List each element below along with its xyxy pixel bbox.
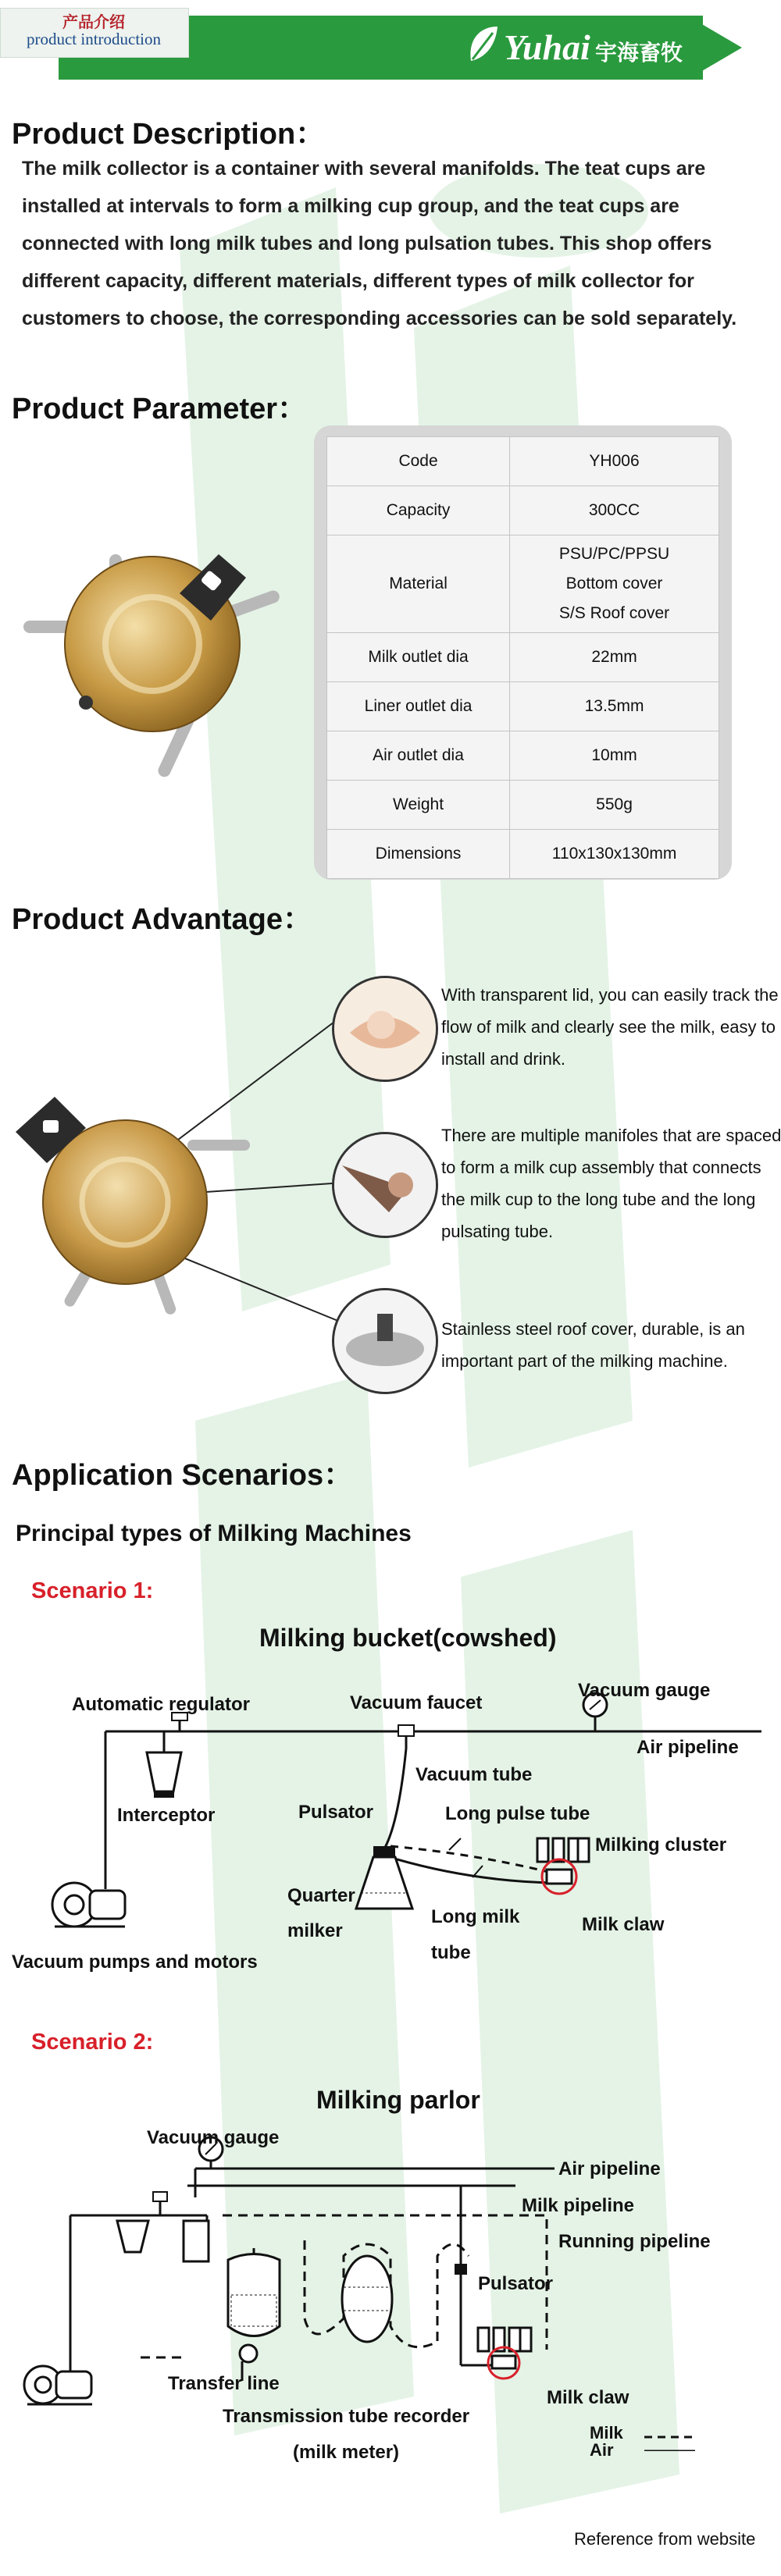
parameter-table-frame [314,425,732,880]
table-row [327,830,719,879]
parameter-title: Product Parameter： [12,393,308,425]
brand-logo-text: Yuhai [504,27,590,67]
leaf-logo-icon [465,23,501,64]
scenario-1-title: Milking bucket(cowshed) [259,1624,557,1652]
label-vacuum-faucet: Vacuum faucet [350,1692,483,1713]
material-line: PSU/PC/PPSU [558,545,670,563]
label-vacuum-gauge: Vacuum gauge [578,1680,711,1701]
param-label: Dimensions [327,830,510,879]
product-intro-cn: 产品介绍 [62,12,125,31]
param-value: 550g [510,781,719,830]
param-value [510,535,719,633]
label-automatic-regulator: Automatic regulator [72,1694,251,1715]
description-title: Product Description： [12,118,326,151]
label-vacuum-gauge-2: Vacuum gauge [147,2127,280,2148]
param-value: YH006 [510,437,719,486]
steel-roof-closeup [332,1288,438,1394]
label-transfer-line: Transfer line [168,2373,280,2394]
scenario-2-label: Scenario 2: [31,2030,154,2055]
brand-logo-cn: 宇海畜牧 [595,40,683,66]
label-long-pulse-tube: Long pulse tube [445,1803,590,1824]
table-row [327,731,719,781]
advantage-text-2: There are multiple manifoles that are spaced to form a milk cup assembly that connects the milk cup to the long tube and the long pulsating tube. [441,1126,781,1241]
label-interceptor: Interceptor [117,1805,216,1826]
param-label: Air outlet dia [327,731,510,781]
header-banner-arrow [687,16,742,80]
param-label: Material [327,535,510,633]
advantage-title: Product Advantage： [12,903,312,936]
param-value: 300CC [510,486,719,535]
table-row [327,486,719,535]
legend-milk: Milk [590,2423,623,2443]
param-label: Capacity [327,486,510,535]
label-running-pipeline: Running pipeline [558,2231,711,2252]
milk-collector-photo [23,539,293,788]
label-milk-meter: (milk meter) [293,2442,400,2463]
table-row [327,633,719,682]
advantage-text-1: With transparent lid, you can easily track the flow of milk and clearly see the milk, easy to install and drink. [441,985,779,1069]
label-air-pipeline-2: Air pipeline [558,2158,661,2179]
table-row [327,682,719,731]
param-value: 22mm [510,633,719,682]
manifold-closeup [332,1132,438,1238]
param-value: 110x130x130mm [510,830,719,879]
product-intro-en: product introduction [26,30,162,48]
table-row [327,437,719,486]
label-pulsator-2: Pulsator [478,2273,554,2294]
param-label: Liner outlet dia [327,682,510,731]
table-row [327,781,719,830]
param-label: Weight [327,781,510,830]
material-line: Bottom cover [565,575,663,592]
label-air-pipeline: Air pipeline [637,1737,739,1758]
param-value: 13.5mm [510,682,719,731]
application-title: Application Scenarios： [12,1459,354,1492]
material-line: S/S Roof cover [558,604,670,622]
label-transmission-tube: Transmission tube recorder [223,2406,470,2427]
label-quarter: Quarter [287,1885,355,1906]
table-row [327,535,719,633]
reference-note: Reference from website [574,2529,756,2549]
label-milker: milker [287,1920,343,1941]
transparent-lid-closeup [332,976,438,1082]
advantage-text-3: Stainless steel roof cover, durable, is an important part of the milking machine. [441,1319,745,1371]
label-milk-claw-2: Milk claw [547,2387,629,2408]
parameter-table [326,436,719,879]
legend-air: Air [590,2440,614,2460]
label-milking-cluster: Milking cluster [595,1834,727,1856]
label-vacuum-tube: Vacuum tube [415,1764,533,1785]
milking-parlor-diagram [0,2123,781,2451]
scenario-2-title: Milking parlor [316,2086,480,2114]
label-pulsator: Pulsator [298,1802,374,1823]
label-milk-pipeline: Milk pipeline [522,2195,635,2216]
param-label: Milk outlet dia [327,633,510,682]
param-value: 10mm [510,731,719,781]
label-tube: tube [431,1942,471,1963]
label-long-milk: Long milk [431,1906,520,1927]
label-milk-claw: Milk claw [582,1914,665,1935]
param-label: Code [327,437,510,486]
scenario-1-label: Scenario 1: [31,1578,154,1603]
label-vacuum-pumps: Vacuum pumps and motors [12,1952,258,1973]
application-subtitle: Principal types of Milking Machines [16,1521,412,1546]
description-text: The milk collector is a container with several manifolds. The teat cups are installed at intervals to form a milking cup group, and the teat cups are connected with long milk tubes and long pulsation tubes. This shop offers different capacity, different materials, different types of milk collector for customers to choose, the corresponding accessories can be sold separately. [22,158,737,329]
